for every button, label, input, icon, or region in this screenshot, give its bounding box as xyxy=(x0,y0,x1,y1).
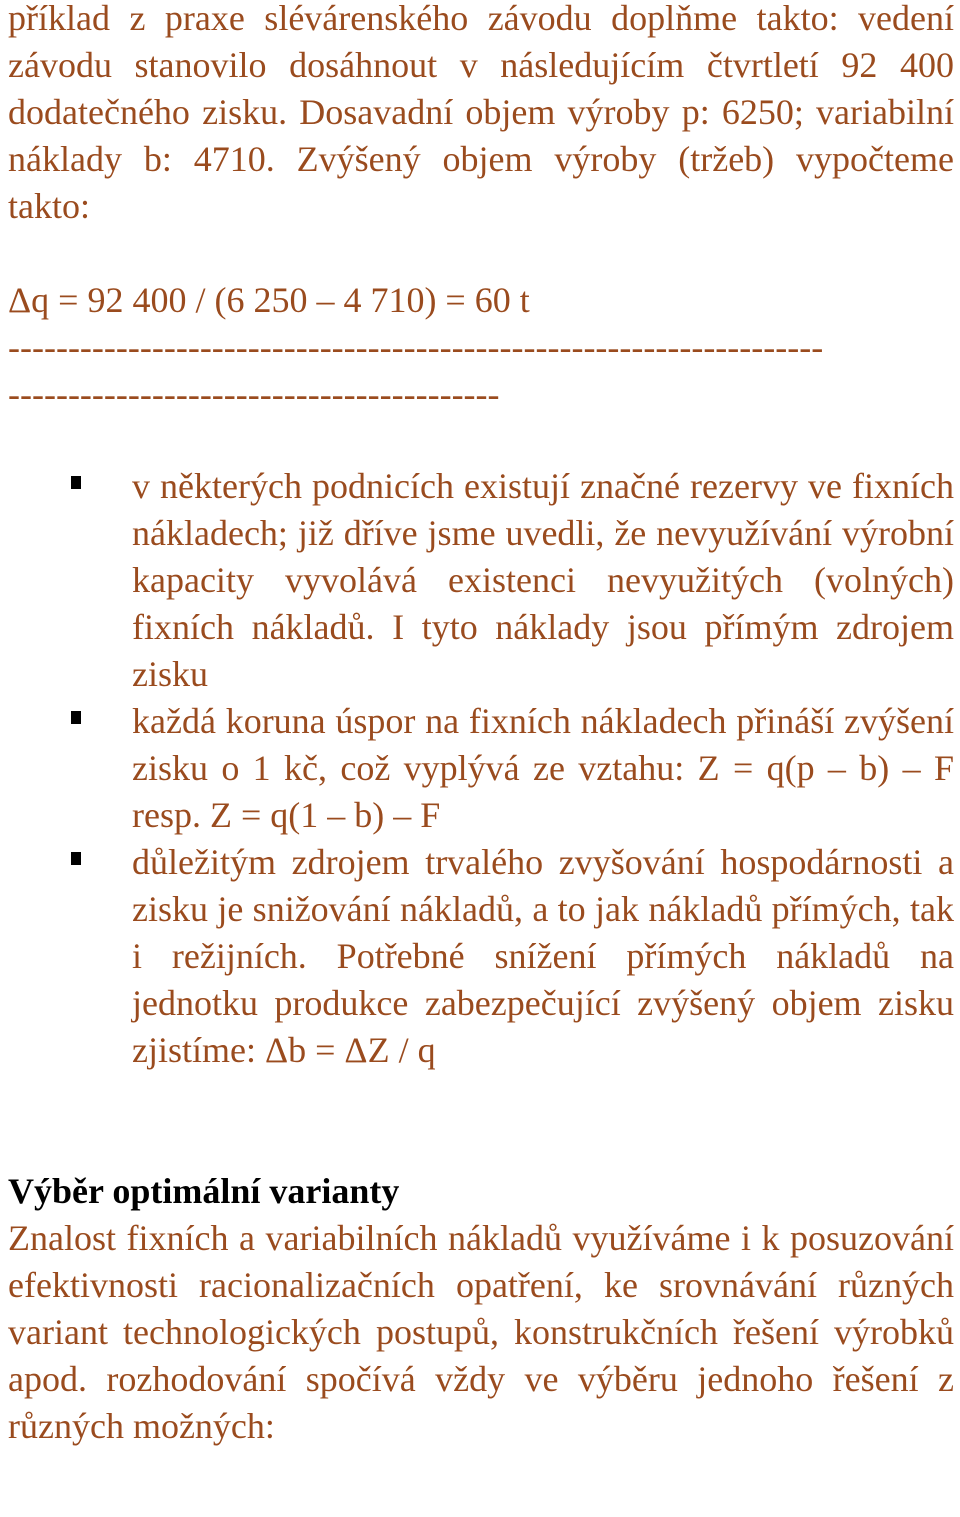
section-heading: Výběr optimální varianty xyxy=(8,1171,400,1211)
bullet-item-fixed-cost-savings xyxy=(8,698,954,839)
bullet-text: každá koruna úspor na fixních nákladech přináší zvýšení zisku o 1 kč, což vyplývá ze vztahu: Z = q(p – b) – F resp. Z = q(1 – b) – F xyxy=(132,701,954,835)
dash-separator-1: -------------------------------------------------------------------- xyxy=(8,327,824,367)
square-bullet-icon xyxy=(71,711,81,724)
bullet-text: důležitým zdrojem trvalého zvyšování hospodárnosti a zisku je snižování nákladů, a to jak nákladů přímých, tak i režijních. Potřebné snížení přímých nákladů na jednotku produkce zabezpečující zvýšený objem zisku zjistíme: Δb = ΔZ / q xyxy=(132,842,954,1070)
dash-separator-2: ----------------------------------------- xyxy=(8,374,500,414)
intro-paragraph: příklad z praxe slévárenského závodu doplňme takto: vedení závodu stanovilo dosáhnout v následujícím čtvrtletí 92 400 dodatečného zisku. Dosavadní objem výroby p: 6250; variabilní náklady b: 4710. Zvýšený objem výroby (tržeb) vypočteme takto: xyxy=(8,0,954,226)
square-bullet-icon xyxy=(71,476,81,489)
formula-delta-q: Δq = 92 400 / (6 250 – 4 710) = 60 t xyxy=(8,280,530,320)
section-paragraph: Znalost fixních a variabilních nákladů využíváme i k posuzování efektivnosti racionalizačních opatření, ke srovnávání různých variant technologických postupů, konstrukčních řešení výrobků apod. rozhodování spočívá vždy ve výběru jednoho řešení z různých možných: xyxy=(8,1218,954,1446)
bullet-item-fixed-cost-reserves xyxy=(8,463,954,698)
bullet-list xyxy=(8,463,954,1074)
bullet-text: v některých podnicích existují značné rezervy ve fixních nákladech; již dříve jsme uvedli, že nevyužívání výrobní kapacity vyvolává existenci nevyužitých (volných) fixních nákladů. I tyto náklady jsou přímým zdrojem zisku xyxy=(132,466,954,694)
square-bullet-icon xyxy=(71,852,81,865)
document-page xyxy=(8,0,954,1450)
bullet-item-cost-reduction xyxy=(8,839,954,1074)
